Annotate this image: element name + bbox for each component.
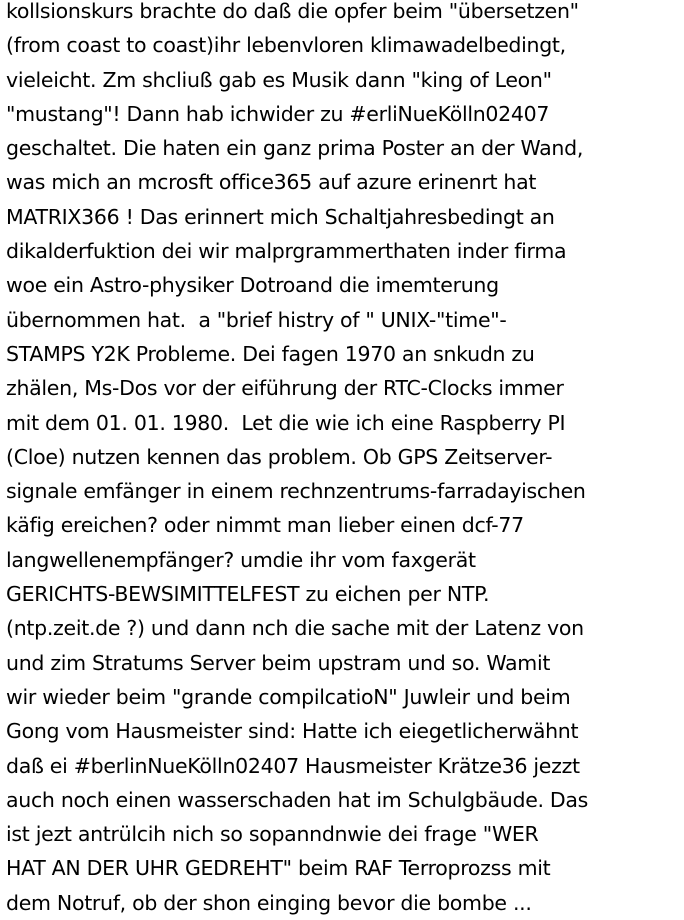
text-line: ist jezt antrülcih nich so sopanndnwie dei frage "WER	[6, 822, 539, 847]
text-line: "mustang"! Dann hab ichwider zu #erliNueKölln02407	[6, 101, 550, 126]
text-line: GERICHTS-BEWSIMITTELFEST zu eichen per NTP.	[6, 582, 490, 607]
text-line: daß ei #berlinNueKölln02407 Hausmeister Krätze36 jezzt	[6, 753, 580, 778]
text-line: dem Notruf, ob der shon einging bevor die bombe ...	[6, 890, 532, 915]
text-line: geschaltet. Die haten ein ganz prima Poster an der Wand,	[6, 136, 584, 161]
text-line: kollsionskurs brachte do daß die opfer beim "übersetzen"	[6, 0, 579, 23]
text-line: langwellenempfänger? umdie ihr vom faxgerät	[6, 547, 476, 572]
text-line: woe ein Astro-physiker Dotroand die imemterung	[6, 273, 499, 298]
text-line: auch noch einen wasserschaden hat im Schulgbäude. Das	[6, 787, 589, 812]
text-line: käfig ereichen? oder nimmt man lieber einen dcf-77	[6, 513, 524, 538]
text-line: mit dem 01. 01. 1980. Let die wie ich eine Raspberry PI	[6, 410, 566, 435]
text-line: STAMPS Y2K Probleme. Dei fagen 1970 an snkudn zu	[6, 341, 535, 366]
text-line: dikalderfuktion dei wir malprgrammerthaten inder firma	[6, 239, 567, 264]
text-line: HAT AN DER UHR GEDREHT" beim RAF Terroprozss mit	[6, 856, 551, 881]
text-line: vieleicht. Zm shcliuß gab es Musik dann "king of Leon"	[6, 67, 552, 92]
text-line: (Cloe) nutzen kennen das problem. Ob GPS Zeitserver-	[6, 444, 553, 469]
text-line: übernommen hat. a "brief histry of " UNIX-"time"-	[6, 307, 507, 332]
text-line: zhälen, Ms-Dos vor der eiführung der RTC-Clocks immer	[6, 376, 564, 401]
text-line: und zim Stratums Server beim upstram und so. Wamit	[6, 650, 551, 675]
text-line: MATRIX366 ! Das erinnert mich Schaltjahresbedingt an	[6, 204, 555, 229]
text-line: wir wieder beim "grande compilcatioN" Juwleir und beim	[6, 684, 571, 709]
text-line: (ntp.zeit.de ?) und dann nch die sache mit der Latenz von	[6, 616, 584, 641]
text-line: Gong vom Hausmeister sind: Hatte ich eiegetlicherwähnt	[6, 719, 579, 744]
text-line: signale emfänger in einem rechnzentrums-farradayischen	[6, 479, 586, 504]
text-line: was mich an mcrosft office365 auf azure erinenrt hat	[6, 170, 537, 195]
text-line: (from coast to coast)ihr lebenvloren klimawadelbedingt,	[6, 33, 566, 58]
